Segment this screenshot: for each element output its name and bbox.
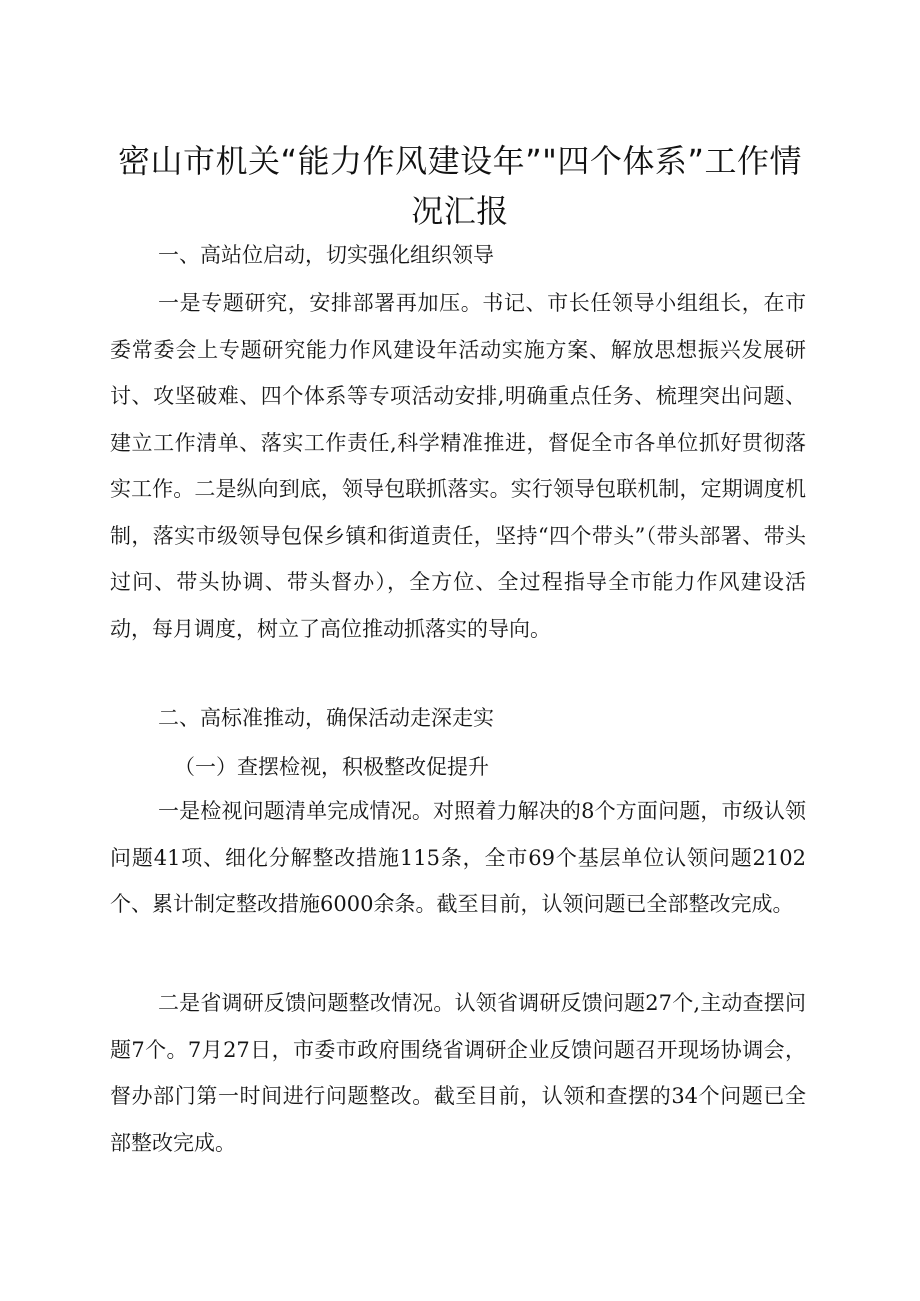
paragraph-problem-list: 一是检视问题清单完成情况。对照着力解决的8个方面问题，市级认领问题41项、细化分解整改措施115条，全市69个基层单位认领问题2102个、累计制定整改措施6000余条。截至目前，认领问题已全部整改完成。 [110,799,806,916]
paragraph-provincial-feedback: 二是省调研反馈问题整改情况。认领省调研反馈问题27个,主动查摆问题7个。7月27日，市委市政府围绕省调研企业反馈问题召开现场协调会，督办部门第一时间进行问题整改。截至目前，认领和查摆的34个问题已全部整改完成。 [110,991,806,1155]
document-title: 密山市机关“能力作风建设年”"四个体系”工作情况汇报 [118,142,802,230]
subsection-heading-1: （一）查摆检视，积极整改促提升 [174,755,489,779]
section-heading-2: 二、高标准推动，确保活动走深走实 [158,706,494,730]
section-heading-1: 一、高站位启动，切实强化组织领导 [158,243,494,267]
paragraph-special-research: 一是专题研究，安排部署再加压。书记、市长任领导小组组长，在市委常委会上专题研究能力作风建设年活动实施方案、解放思想振兴发展研讨、攻坚破难、四个体系等专项活动安排,明确重点任务、梳理突出问题、建立工作清单、落实工作责任,科学精准推进，督促全市各单位抓好贯彻落实工作。二是纵向到底，领导包联抓落实。实行领导包联机制，定期调度机制，落实市级领导包保乡镇和街道责任，坚持“四个带头”（带头部署、带头过问、带头协调、带头督办），全方位、全过程指导全市能力作风建设活动，每月调度，树立了高位推动抓落实的导向。 [110,291,806,641]
